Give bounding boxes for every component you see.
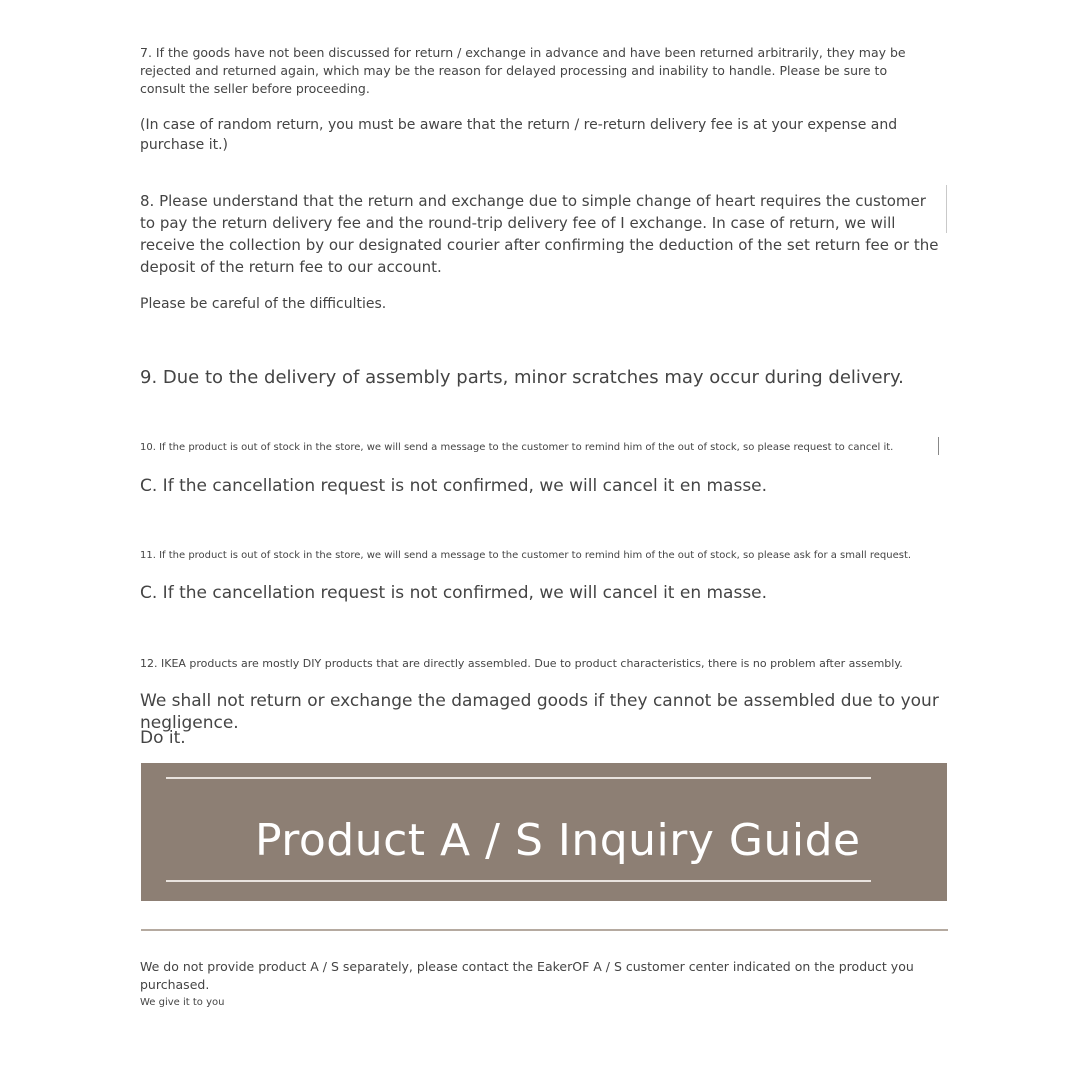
banner-top-rule	[166, 777, 871, 779]
footer-text-continued: We give it to you	[140, 997, 225, 1008]
item-12-note-continued: Do it.	[140, 728, 186, 748]
banner-bottom-rule	[166, 880, 871, 882]
banner-title: Product A / S Inquiry Guide	[255, 815, 861, 866]
item-8-text: 8. Please understand that the return and exchange due to simple change of heart requires the customer to pay the return delivery fee and the round-trip delivery fee of I exchange. In case of return, we will receive the collection by our designated courier after confirming the deduction of the set return fee or the deposit of the return fee to our account.	[140, 192, 939, 276]
section-divider	[141, 929, 948, 931]
footer-text: We do not provide product A / S separately, please contact the EakerOF A / S customer center indicated on the product you purchased.	[140, 959, 914, 992]
item-8-note: Please be careful of the difficulties.	[140, 296, 387, 312]
item-11-text: 11. If the product is out of stock in the store, we will send a message to the customer to remind him of the out of stock, so please ask for a small request.	[140, 550, 912, 561]
item-10-text: 10. If the product is out of stock in the store, we will send a message to the customer to remind him of the out of stock, so please request to cancel it.	[140, 442, 894, 453]
item-9-text: 9. Due to the delivery of assembly parts, minor scratches may occur during delivery.	[140, 367, 904, 388]
item-12-text: 12. IKEA products are mostly DIY products that are directly assembled. Due to product characteristics, there is no problem after assembly.	[140, 657, 903, 670]
item-11-note: C. If the cancellation request is not confirmed, we will cancel it en masse.	[140, 583, 768, 603]
edge-mark	[938, 437, 939, 455]
item-7-note: (In case of random return, you must be aware that the return / re-return delivery fee is at your expense and purchase it.)	[140, 117, 898, 153]
item-10-note: C. If the cancellation request is not confirmed, we will cancel it en masse.	[140, 476, 768, 496]
as-inquiry-banner	[141, 763, 947, 901]
item-7-text: 7. If the goods have not been discussed for return / exchange in advance and have been returned arbitrarily, they may be rejected and returned again, which may be the reason for delayed processing and inability to handle. Please be sure to consult the seller before proceeding.	[140, 45, 906, 96]
edge-mark	[946, 185, 947, 233]
item-12-note: We shall not return or exchange the damaged goods if they cannot be assembled due to your negligence.	[140, 691, 939, 733]
